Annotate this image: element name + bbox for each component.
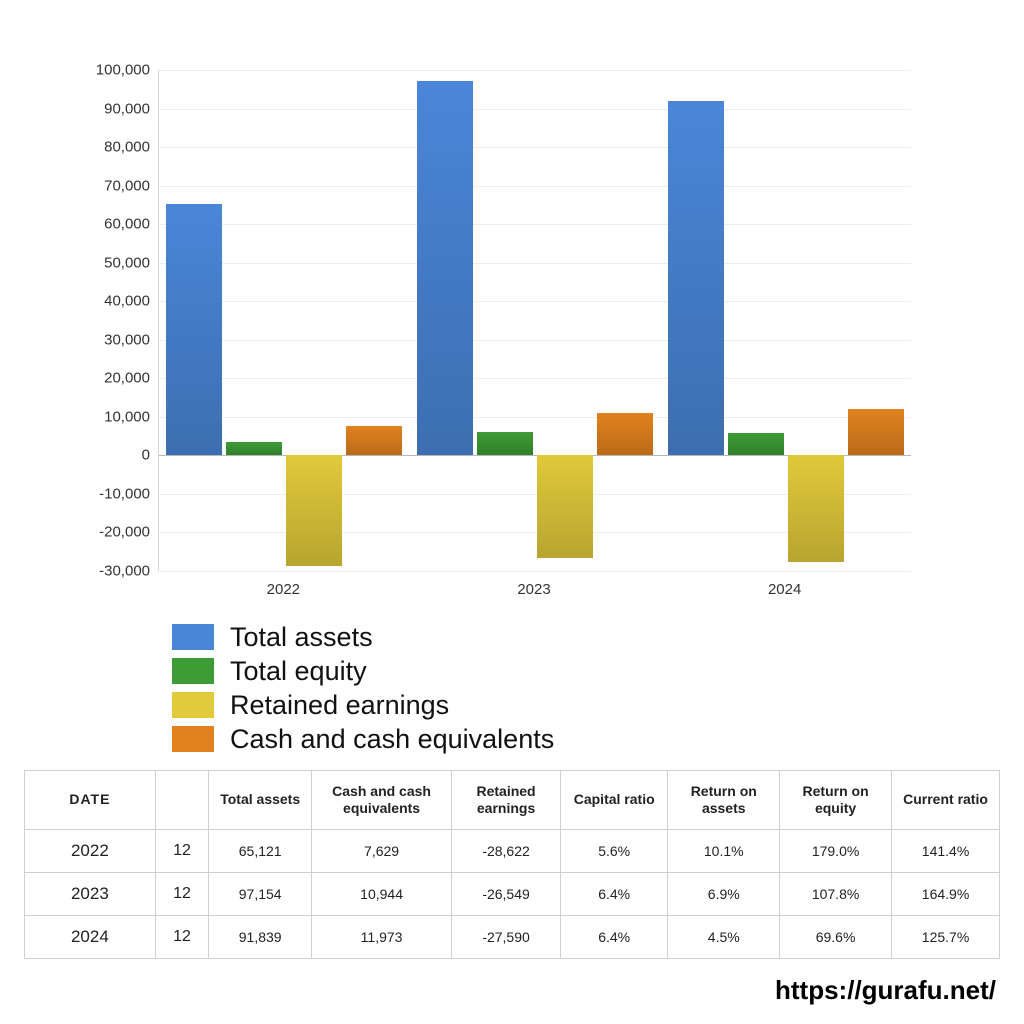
y-axis-tick-label: 0 [141, 446, 150, 464]
gridline [159, 571, 911, 572]
cell-cash: 11,973 [312, 916, 452, 959]
cell-retained: -28,622 [452, 830, 561, 873]
bar-total-assets-2022 [166, 204, 222, 455]
cell-current-ratio: 125.7% [892, 916, 1000, 959]
bar-cash-and-cash-equivalents-2023 [597, 413, 653, 455]
gridline [159, 109, 911, 110]
cell-total-assets: 65,121 [209, 830, 312, 873]
cell-month: 12 [155, 916, 209, 959]
bar-total-equity-2022 [226, 442, 282, 455]
y-axis-tick-label: 80,000 [104, 138, 150, 156]
y-axis-tick-label: 90,000 [104, 100, 150, 118]
y-axis-tick-label: 70,000 [104, 177, 150, 195]
legend-item [172, 722, 554, 756]
cell-total-assets: 97,154 [209, 873, 312, 916]
col-roa: Return on assets [668, 771, 780, 830]
cell-roe: 69.6% [780, 916, 892, 959]
y-axis-tick-label: 20,000 [104, 369, 150, 387]
cell-current-ratio: 141.4% [892, 830, 1000, 873]
bar-retained-earnings-2024 [788, 455, 844, 561]
col-current-ratio: Current ratio [892, 771, 1000, 830]
cell-roa: 10.1% [668, 830, 780, 873]
cell-capital-ratio: 5.6% [560, 830, 667, 873]
table-header-row [25, 771, 1000, 830]
cell-current-ratio: 164.9% [892, 873, 1000, 916]
gridline [159, 186, 911, 187]
legend-item [172, 654, 554, 688]
legend-item [172, 620, 554, 654]
y-axis-tick-label: 10,000 [104, 408, 150, 426]
y-axis-tick-label: 50,000 [104, 254, 150, 272]
gridline [159, 340, 911, 341]
gridline [159, 417, 911, 418]
site-url: https://gurafu.net/ [775, 975, 996, 1005]
legend-label-retained-earnings: Retained earnings [230, 689, 450, 720]
cell-retained: -27,590 [452, 916, 561, 959]
bar-total-assets-2023 [417, 81, 473, 455]
gridline [159, 147, 911, 148]
gridline [159, 378, 911, 379]
bar-retained-earnings-2023 [537, 455, 593, 557]
cell-month: 12 [155, 830, 209, 873]
cell-retained: -26,549 [452, 873, 561, 916]
y-axis-tick-label: -30,000 [99, 562, 150, 580]
cell-year: 2023 [25, 873, 156, 916]
bar-total-equity-2024 [728, 433, 784, 455]
col-retained: Retained earnings [452, 771, 561, 830]
legend-label-cash: Cash and cash equivalents [230, 723, 555, 754]
col-roe: Return on equity [780, 771, 892, 830]
bar-cash-and-cash-equivalents-2022 [346, 426, 402, 455]
legend-swatch-total-equity [172, 658, 214, 684]
y-axis-tick-label: 100,000 [95, 61, 150, 79]
legend-swatch-total-assets [172, 624, 214, 650]
table-row [25, 873, 1000, 916]
cell-roe: 179.0% [780, 830, 892, 873]
col-month [155, 771, 209, 830]
cell-roa: 6.9% [668, 873, 780, 916]
y-axis-tick-label: -20,000 [99, 523, 150, 541]
cell-month: 12 [155, 873, 209, 916]
legend-label-total-assets: Total assets [230, 621, 373, 652]
col-date: DATE [25, 771, 156, 830]
y-axis-tick-label: 40,000 [104, 292, 150, 310]
financial-data-table [24, 770, 1000, 959]
gridline [159, 224, 911, 225]
gridline [159, 263, 911, 264]
col-total-assets: Total assets [209, 771, 312, 830]
gridline [159, 70, 911, 71]
cell-roa: 4.5% [668, 916, 780, 959]
table-row [25, 916, 1000, 959]
cell-cash: 7,629 [312, 830, 452, 873]
cell-total-assets: 91,839 [209, 916, 312, 959]
legend-label-total-equity: Total equity [230, 655, 367, 686]
gridline [159, 301, 911, 302]
cell-capital-ratio: 6.4% [560, 873, 667, 916]
legend-swatch-cash [172, 726, 214, 752]
chart-plot-area [158, 70, 911, 571]
x-axis-tick-label: 2022 [266, 581, 301, 598]
cell-roe: 107.8% [780, 873, 892, 916]
table-row [25, 830, 1000, 873]
cell-year: 2024 [25, 916, 156, 959]
x-axis-tick-label: 2023 [517, 581, 551, 598]
y-axis-tick-label: 30,000 [104, 331, 150, 349]
y-axis-tick-label: -10,000 [99, 485, 150, 503]
y-axis-tick-label: 60,000 [104, 215, 150, 233]
x-axis-tick-label: 2024 [767, 581, 802, 598]
chart-legend [172, 620, 554, 756]
cell-capital-ratio: 6.4% [560, 916, 667, 959]
col-capital-ratio: Capital ratio [560, 771, 667, 830]
bar-total-equity-2023 [477, 432, 533, 455]
cell-cash: 10,944 [312, 873, 452, 916]
bar-total-assets-2024 [668, 101, 724, 455]
bar-retained-earnings-2022 [286, 455, 342, 565]
legend-swatch-retained-earnings [172, 692, 214, 718]
legend-item [172, 688, 554, 722]
col-cash: Cash and cash equivalents [312, 771, 452, 830]
bar-cash-and-cash-equivalents-2024 [848, 409, 904, 455]
cell-year: 2022 [25, 830, 156, 873]
